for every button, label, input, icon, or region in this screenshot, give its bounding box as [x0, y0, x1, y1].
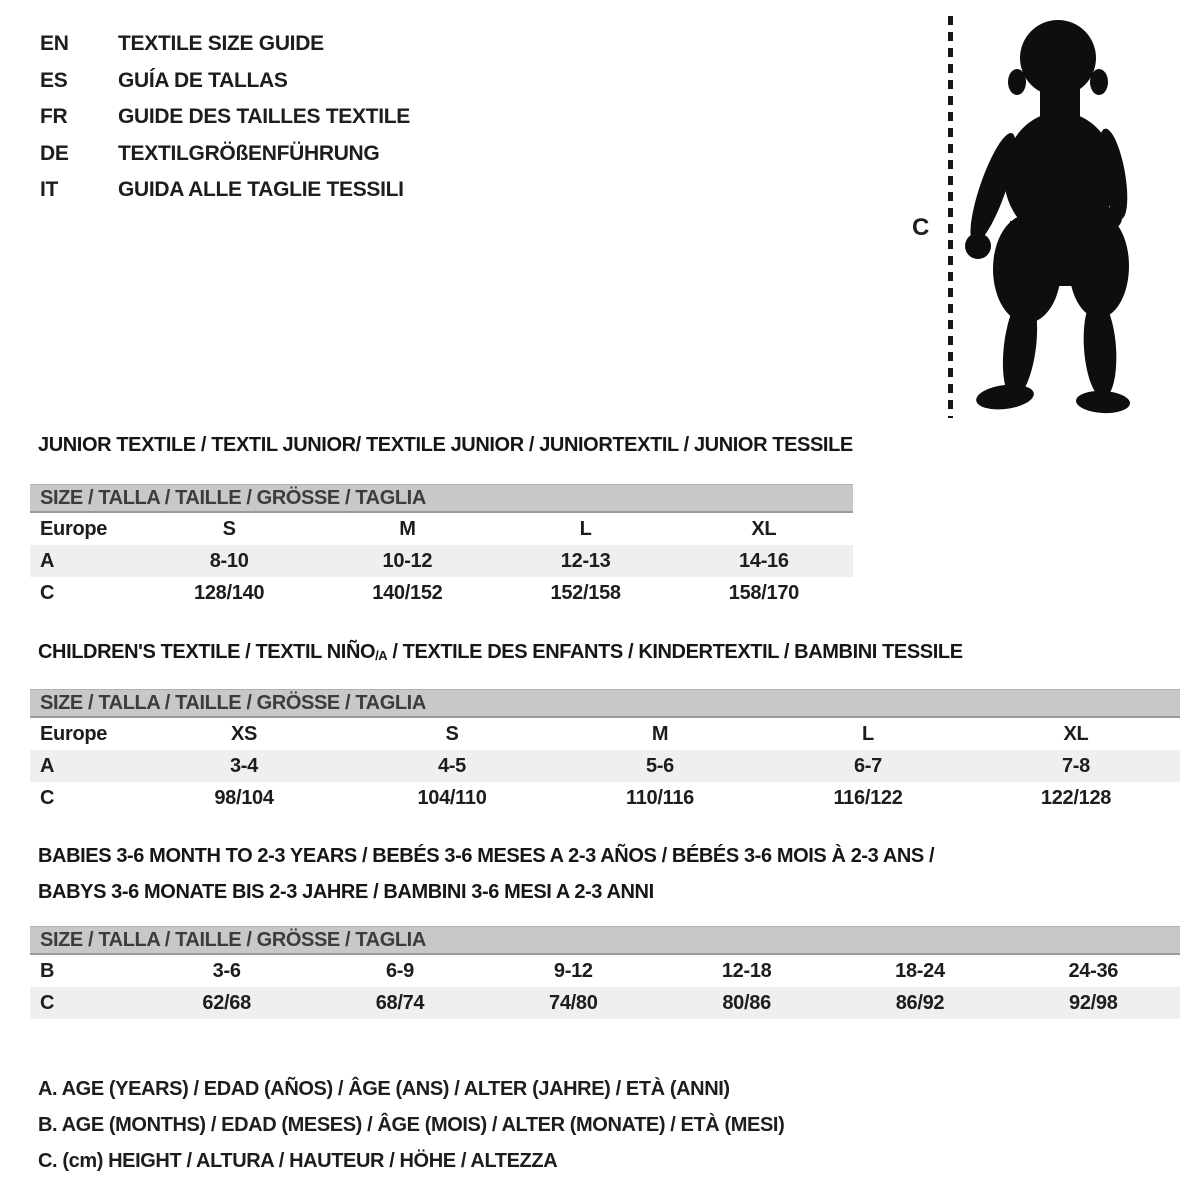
size-cell: M: [399, 517, 416, 540]
language-row: [40, 136, 410, 173]
size-cell: L: [579, 517, 592, 540]
toddler-silhouette-icon: [965, 16, 1133, 416]
value-cell: 7-8: [1061, 754, 1090, 777]
table-row: [30, 577, 853, 609]
row-label: C: [40, 991, 55, 1014]
value-cell: 152/158: [550, 581, 621, 604]
value-cell: 104/110: [417, 786, 487, 809]
value-cell: 3-4: [229, 754, 258, 777]
value-cell: 62/68: [202, 991, 251, 1014]
row-label: A: [40, 549, 55, 572]
babies-section-title-line1: BABIES 3-6 MONTH TO 2-3 YEARS / BEBÉS 3-6 MESES A 2-3 AÑOS / BÉBÉS 3-6 MOIS À 2-3 ANS /: [38, 845, 935, 867]
children-title-post: / TEXTILE DES ENFANTS / KINDERTEXTIL / BAMBINI TESSILE: [387, 641, 963, 663]
legend-line-b: B. AGE (MONTHS) / EDAD (MESES) / ÂGE (MOIS) / ALTER (MONATE) / ETÀ (MESI): [38, 1113, 785, 1136]
size-row-header: SIZE / TALLA / TAILLE / GRÖSSE / TAGLIA: [30, 484, 853, 513]
value-cell: 12-18: [721, 959, 772, 982]
height-measure-label: C: [912, 214, 930, 241]
size-row-header: SIZE / TALLA / TAILLE / GRÖSSE / TAGLIA: [30, 926, 1180, 955]
junior-section-title: JUNIOR TEXTILE / TEXTIL JUNIOR/ TEXTILE JUNIOR / JUNIORTEXTIL / JUNIOR TESSILE: [38, 434, 853, 456]
value-cell: 6-9: [385, 959, 414, 982]
value-cell: 3-6: [212, 959, 241, 982]
value-cell: 158/170: [728, 581, 799, 604]
value-cell: 8-10: [209, 549, 249, 572]
children-table-body: [30, 718, 1180, 814]
language-title-list: [40, 26, 410, 209]
value-cell: 14-16: [739, 549, 789, 572]
language-code: IT: [40, 178, 59, 202]
row-label: C: [40, 786, 55, 809]
legend-line-c: C. (cm) HEIGHT / ALTURA / HAUTEUR / HÖHE / ALTEZZA: [38, 1149, 558, 1172]
value-cell: 6-7: [853, 754, 882, 777]
value-cell: 86/92: [895, 991, 945, 1014]
babies-table-body: [30, 955, 1180, 1019]
language-row: [40, 63, 410, 100]
value-cell: 74/80: [549, 991, 598, 1014]
table-row: [30, 987, 1180, 1019]
language-title: GUIDA ALLE TAGLIE TESSILI: [118, 178, 404, 202]
row-label: C: [40, 581, 55, 604]
language-title: TEXTILGRÖßENFÜHRUNG: [118, 141, 380, 165]
row-label: Europe: [40, 517, 108, 540]
language-title: TEXTILE SIZE GUIDE: [118, 32, 324, 56]
value-cell: 18-24: [895, 959, 945, 982]
legend-line-a: A. AGE (YEARS) / EDAD (AÑOS) / ÂGE (ANS) / ALTER (JAHRE) / ETÀ (ANNI): [38, 1077, 730, 1100]
value-cell: 5-6: [645, 754, 674, 777]
size-cell: S: [222, 517, 236, 540]
size-row-header: SIZE / TALLA / TAILLE / GRÖSSE / TAGLIA: [30, 689, 1180, 718]
size-cell: XL: [1063, 722, 1089, 745]
height-measure-dashed-line: [948, 16, 953, 418]
babies-section-title-line2: BABYS 3-6 MONATE BIS 2-3 JAHRE / BAMBINI 3-6 MESI A 2-3 ANNI: [38, 881, 654, 903]
row-label: B: [40, 959, 55, 982]
value-cell: 4-5: [437, 754, 466, 777]
value-cell: 128/140: [194, 581, 265, 604]
row-label: Europe: [40, 722, 108, 745]
language-title: GUÍA DE TALLAS: [118, 68, 288, 92]
language-row: [40, 26, 410, 63]
value-cell: 116/122: [833, 786, 903, 809]
value-cell: 12-13: [560, 549, 611, 572]
legend: [38, 1071, 784, 1179]
language-row: [40, 172, 410, 209]
size-cell: XL: [751, 517, 777, 540]
language-code: DE: [40, 141, 69, 165]
size-cell: M: [651, 722, 669, 745]
language-row: [40, 99, 410, 136]
junior-size-table: [30, 484, 853, 609]
value-cell: 10-12: [382, 549, 433, 572]
babies-size-table: [30, 926, 1180, 1019]
value-cell: 80/86: [722, 991, 771, 1014]
value-cell: 92/98: [1069, 991, 1118, 1014]
junior-table-body: [30, 513, 853, 609]
children-size-table: [30, 689, 1180, 814]
value-cell: 110/116: [626, 786, 694, 809]
size-cell: XS: [230, 722, 258, 745]
language-title: GUIDE DES TAILLES TEXTILE: [118, 105, 410, 129]
value-cell: 98/104: [214, 786, 274, 809]
language-code: EN: [40, 32, 69, 56]
value-cell: 122/128: [1040, 786, 1112, 809]
value-cell: 24-36: [1068, 959, 1119, 982]
language-code: FR: [40, 105, 68, 129]
row-label: A: [40, 754, 55, 777]
children-title-sub: /A: [375, 648, 388, 663]
value-cell: 68/74: [375, 991, 425, 1014]
table-row: [30, 545, 853, 577]
table-row: [30, 955, 1180, 987]
size-cell: S: [445, 722, 459, 745]
value-cell: 140/152: [372, 581, 443, 604]
language-code: ES: [40, 68, 68, 92]
table-row: [30, 782, 1180, 814]
table-row: [30, 513, 853, 545]
size-cell: L: [862, 722, 874, 745]
table-row: [30, 750, 1180, 782]
table-row: [30, 718, 1180, 750]
children-section-title: [38, 641, 963, 664]
children-title-pre: CHILDREN'S TEXTILE / TEXTIL NIÑO: [38, 641, 376, 663]
value-cell: 9-12: [553, 959, 593, 982]
